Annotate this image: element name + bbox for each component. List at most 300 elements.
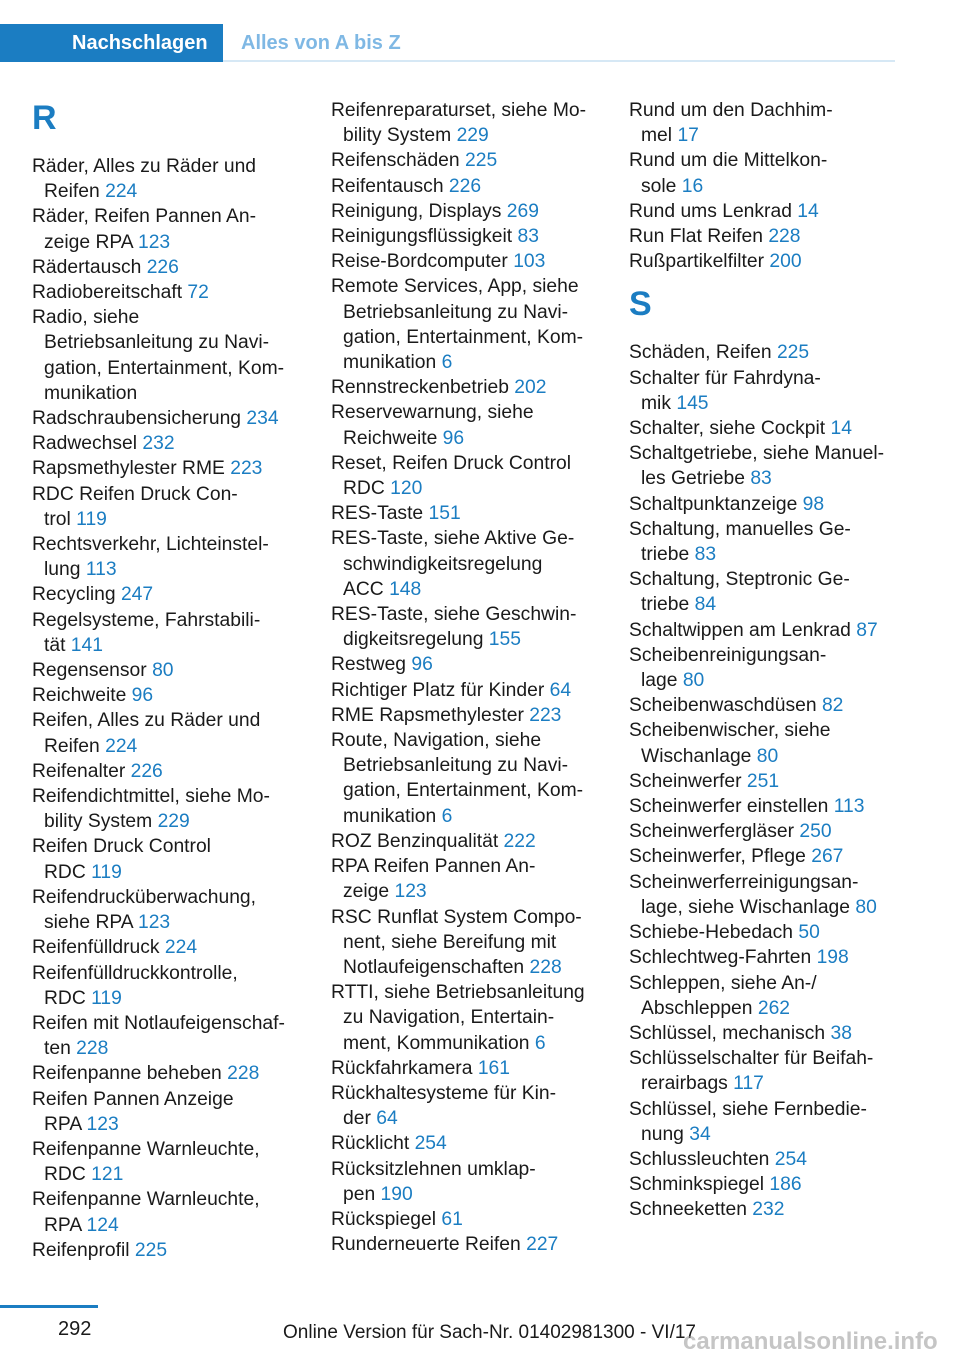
index-entry — [32, 154, 302, 204]
page-link[interactable]: 234 — [246, 408, 279, 430]
page-link[interactable]: 96 — [131, 685, 154, 707]
page-link[interactable]: 151 — [428, 503, 461, 525]
index-column-3 — [629, 98, 899, 1223]
page-link[interactable]: 6 — [441, 805, 453, 827]
entry-text: Abschleppen — [641, 997, 753, 1019]
page-link[interactable]: 247 — [120, 584, 154, 606]
entry-text: ACC — [343, 578, 384, 600]
entry-text: Reifenfülldruck — [32, 937, 160, 959]
entry-text: lung — [44, 559, 81, 581]
entry-text: les Getriebe — [641, 468, 745, 490]
entry-text: Scheibenwischer, siehe — [629, 720, 831, 742]
page-link[interactable]: 83 — [750, 468, 772, 490]
entry-text: der — [343, 1108, 371, 1130]
entry-text: Reifen, Alles zu Räder und — [32, 710, 261, 732]
entry-text: Reifendichtmittel, siehe Mo- — [32, 786, 270, 808]
page-link[interactable]: 6 — [441, 352, 453, 374]
entry-text: Rennstreckenbetrieb — [331, 377, 509, 399]
entry-text: RES-Taste, siehe Aktive Ge- — [331, 528, 575, 550]
entry-text: RES-Taste, siehe Geschwin- — [331, 604, 577, 626]
entry-text: lage — [641, 670, 678, 692]
index-entry — [629, 945, 899, 970]
page-link[interactable]: 120 — [390, 478, 423, 500]
page-link[interactable]: 145 — [676, 392, 709, 414]
page-link[interactable]: 226 — [448, 175, 482, 197]
entry-text: Reifenalter — [32, 760, 126, 782]
index-entry — [331, 1131, 601, 1156]
entry-text: RDC — [343, 478, 385, 500]
page-link[interactable]: 225 — [134, 1239, 168, 1261]
index-entry — [629, 794, 899, 819]
page-link[interactable]: 87 — [856, 619, 878, 641]
entry-text: Scheinwerferreinigungsan- — [629, 871, 859, 893]
entry-text: nung — [641, 1123, 684, 1145]
index-entry — [629, 224, 899, 249]
entry-text: ten — [44, 1038, 71, 1060]
entry-text: Betriebsanleitung zu Navi- — [44, 332, 270, 354]
entry-text: Schlüssel, siehe Fernbedie- — [629, 1098, 867, 1120]
index-entry — [331, 602, 601, 652]
index-entry — [331, 526, 601, 602]
page-link[interactable]: 103 — [513, 251, 546, 273]
index-entry — [32, 885, 302, 935]
section-letter: R — [32, 99, 57, 137]
index-entry — [629, 517, 899, 567]
page-link[interactable]: 123 — [137, 912, 171, 934]
entry-text: Schaltwippen am Lenkrad — [629, 619, 851, 641]
index-entry — [629, 441, 899, 491]
index-entry — [331, 148, 601, 173]
page-link[interactable]: 262 — [757, 997, 791, 1019]
index-entry — [331, 199, 601, 224]
index-entry — [32, 482, 302, 532]
page-link[interactable]: 80 — [152, 660, 174, 682]
entry-text: Richtiger Platz für Kinder — [331, 679, 545, 701]
index-entry — [32, 1238, 302, 1263]
entry-text: Reifenprofil — [32, 1239, 130, 1261]
index-entry — [32, 582, 302, 607]
index-entry — [331, 224, 601, 249]
page-link[interactable]: 117 — [733, 1073, 764, 1095]
page-link[interactable]: 222 — [503, 830, 536, 852]
page-link[interactable]: 38 — [830, 1022, 852, 1044]
entry-text: Rund ums Lenkrad — [629, 200, 792, 222]
entry-text: RES-Taste — [331, 503, 424, 525]
entry-text: Schiebe-Hebedach — [629, 922, 794, 944]
page-link[interactable]: 225 — [465, 150, 498, 172]
entry-text: munikation — [343, 805, 437, 827]
page-link[interactable]: 6 — [534, 1032, 546, 1054]
entry-text: rerairbags — [641, 1073, 728, 1095]
index-entry — [331, 1232, 601, 1257]
entry-text: Route, Navigation, siehe — [331, 730, 542, 752]
entry-text: Regelsysteme, Fahrstabili- — [32, 609, 261, 631]
page-link[interactable]: 119 — [76, 508, 107, 530]
entry-text: Rädertausch — [32, 256, 142, 278]
entry-text: Reifen — [44, 181, 100, 203]
index-entry — [629, 416, 899, 441]
index-entry — [629, 693, 899, 718]
index-entry — [32, 658, 302, 683]
entry-text: Radwechsel — [32, 433, 138, 455]
index-entry — [331, 249, 601, 274]
entry-text: trol — [44, 508, 71, 530]
page-link[interactable]: 226 — [130, 760, 163, 782]
page-link[interactable]: 14 — [797, 200, 819, 222]
page-link[interactable]: 269 — [506, 200, 539, 222]
page-link[interactable]: 64 — [549, 679, 572, 701]
entry-text: zeige RPA — [44, 231, 133, 253]
index-entry — [629, 148, 899, 198]
entry-text: Reifen Pannen Anzeige — [32, 1088, 234, 1110]
index-entry — [32, 1087, 302, 1137]
entry-text: siehe RPA — [44, 912, 133, 934]
page-link[interactable]: 224 — [105, 181, 138, 203]
page-link[interactable]: 227 — [526, 1234, 559, 1256]
entry-text: nent, siehe Bereifung mit — [343, 931, 557, 953]
index-entry — [32, 1011, 302, 1061]
entry-text: Rückspiegel — [331, 1208, 437, 1230]
page-link[interactable]: 148 — [389, 578, 422, 600]
index-entry — [331, 400, 601, 450]
page-link[interactable]: 123 — [394, 881, 427, 903]
entry-text: Reifenpanne Warnleuchte, — [32, 1138, 260, 1160]
entry-text: Regensensor — [32, 660, 147, 682]
entry-text: Wischanlage — [641, 745, 752, 767]
entry-text: Reset, Reifen Druck Control — [331, 452, 572, 474]
entry-text: RPA Reifen Pannen An- — [331, 856, 536, 878]
index-entry — [331, 905, 601, 981]
entry-text: ment, Kommunikation — [343, 1032, 530, 1054]
index-entry — [32, 1187, 302, 1237]
index-entry — [331, 1056, 601, 1081]
entry-text: munikation — [44, 382, 138, 404]
entry-text: Reinigungsflüssigkeit — [331, 226, 513, 248]
index-entry — [32, 280, 302, 305]
index-entry — [331, 1157, 601, 1207]
page-link[interactable]: 119 — [91, 987, 122, 1009]
entry-text: Rückhaltesysteme für Kin- — [331, 1082, 557, 1104]
entry-text: pen — [343, 1183, 376, 1205]
index-entry — [32, 759, 302, 784]
page-link[interactable]: 141 — [70, 634, 103, 656]
entry-text: triebe — [641, 594, 690, 616]
page-link[interactable]: 202 — [514, 377, 547, 399]
entry-text: Schlüsselschalter für Beifah- — [629, 1048, 874, 1070]
page-link[interactable]: 254 — [774, 1148, 807, 1170]
index-entry — [629, 643, 899, 693]
index-entry — [629, 971, 899, 1021]
page-link[interactable]: 229 — [157, 811, 190, 833]
page-link[interactable]: 16 — [681, 175, 704, 197]
entry-text: sole — [641, 175, 677, 197]
index-entry — [629, 1147, 899, 1172]
entry-text: Remote Services, App, siehe — [331, 276, 579, 298]
page-link[interactable]: 119 — [91, 861, 122, 883]
page-link[interactable]: 228 — [76, 1038, 109, 1060]
entry-text: munikation — [343, 352, 437, 374]
page-link[interactable]: 34 — [689, 1123, 711, 1145]
entry-text: Rücklicht — [331, 1133, 410, 1155]
entry-text: mel — [641, 125, 673, 147]
page-link[interactable]: 98 — [802, 493, 825, 515]
entry-text: Schäden, Reifen — [629, 342, 772, 364]
index-column-1 — [32, 98, 302, 1263]
entry-text: Rußpartikelfilter — [629, 251, 765, 273]
index-entry — [629, 199, 899, 224]
entry-text: Schlechtweg-Fahrten — [629, 947, 812, 969]
page-link[interactable]: 267 — [811, 846, 844, 868]
entry-text: Schaltung, manuelles Ge- — [629, 518, 851, 540]
page-link[interactable]: 80 — [855, 896, 877, 918]
index-entry — [331, 501, 601, 526]
page-link[interactable]: 232 — [752, 1199, 785, 1221]
entry-text: Recycling — [32, 584, 116, 606]
entry-text: Reifenschäden — [331, 150, 460, 172]
page-link[interactable]: 228 — [529, 956, 562, 978]
page-link[interactable]: 225 — [776, 342, 810, 364]
page-link[interactable]: 226 — [146, 256, 179, 278]
page-link[interactable]: 186 — [769, 1174, 802, 1196]
page-link[interactable]: 72 — [187, 282, 209, 304]
index-entry — [629, 366, 899, 416]
entry-text: Reichweite — [343, 427, 438, 449]
entry-text: gation, Entertainment, Kom- — [343, 326, 584, 348]
entry-text: zeige — [343, 881, 390, 903]
entry-text: Reinigung, Displays — [331, 200, 502, 222]
index-entry — [32, 1061, 302, 1086]
index-entry — [331, 451, 601, 501]
page-header — [0, 24, 895, 62]
page-link[interactable]: 124 — [86, 1214, 119, 1236]
page-link[interactable]: 224 — [105, 735, 138, 757]
entry-text: lage, siehe Wischanlage — [641, 896, 851, 918]
entry-text: Reifendrucküberwachung, — [32, 886, 257, 908]
index-entry — [331, 98, 601, 148]
section-letter: S — [629, 285, 652, 324]
entry-text: triebe — [641, 544, 690, 566]
entry-text: Radio, siehe — [32, 307, 140, 329]
entry-text: Scheinwerfergläser — [629, 821, 795, 843]
entry-text: bility System — [343, 125, 452, 147]
index-entry — [32, 255, 302, 280]
entry-text: Reifenpanne Warnleuchte, — [32, 1189, 260, 1211]
index-entry — [629, 98, 899, 148]
entry-text: digkeitsregelung — [343, 629, 484, 651]
entry-text: Schaltgetriebe, siehe Manuel- — [629, 443, 885, 465]
index-entry — [629, 340, 899, 365]
entry-text: Rücksitzlehnen umklap- — [331, 1158, 536, 1180]
index-entry — [32, 431, 302, 456]
entry-text: Rapsmethylester RME — [32, 458, 225, 480]
index-entry — [629, 718, 899, 768]
page-link[interactable]: 223 — [230, 458, 263, 480]
page-link[interactable]: 223 — [529, 704, 562, 726]
entry-text: gation, Entertainment, Kom- — [343, 780, 584, 802]
entry-text: Schalter für Fahrdyna- — [629, 367, 821, 389]
index-entry — [32, 834, 302, 884]
entry-text: RSC Runflat System Compo- — [331, 906, 582, 928]
index-column-2 — [331, 98, 601, 1257]
index-entry — [32, 204, 302, 254]
entry-text: Schlüssel, mechanisch — [629, 1022, 826, 1044]
index-entry — [331, 1207, 601, 1232]
page-link[interactable]: 228 — [768, 226, 801, 248]
page-link[interactable]: 200 — [769, 251, 802, 273]
entry-text: Runderneuerte Reifen — [331, 1234, 521, 1256]
entry-text: Rechtsverkehr, Lichteinstel- — [32, 534, 269, 556]
entry-text: RDC — [44, 861, 86, 883]
index-entry — [629, 769, 899, 794]
watermark: carmanualsonline.info — [683, 1328, 938, 1355]
entry-text: Restweg — [331, 654, 407, 676]
entry-text: Reifen — [44, 735, 100, 757]
entry-text: Rund um die Mittelkon- — [629, 150, 828, 172]
page-link[interactable]: 254 — [414, 1133, 447, 1155]
entry-text: schwindigkeitsregelung — [343, 553, 543, 575]
index-entry — [629, 1197, 899, 1222]
page-link[interactable]: 80 — [756, 745, 779, 767]
entry-text: mik — [641, 392, 671, 414]
entry-text: Scheinwerfer — [629, 770, 742, 792]
section-tab-nachschlagen[interactable]: Nachschlagen — [0, 24, 223, 62]
entry-text: Reichweite — [32, 685, 127, 707]
entry-text: Rund um den Dachhim- — [629, 100, 833, 121]
entry-text: RME Rapsmethylester — [331, 704, 524, 726]
index-entry — [629, 1046, 899, 1096]
page-link[interactable]: 123 — [137, 231, 171, 253]
index-entry — [331, 1081, 601, 1131]
entry-text: ROZ Benzinqualität — [331, 830, 499, 852]
entry-text: Schleppen, siehe An-/ — [629, 972, 817, 994]
index-entry — [32, 961, 302, 1011]
page-link[interactable]: 190 — [380, 1183, 413, 1205]
index-entry — [331, 274, 601, 375]
entry-text: Schaltpunktanzeige — [629, 493, 798, 515]
index-entry — [32, 784, 302, 834]
index-entry — [331, 854, 601, 904]
index-entry — [629, 1097, 899, 1147]
page-link[interactable]: 83 — [694, 544, 717, 566]
page-link[interactable]: 198 — [816, 947, 849, 969]
index-entry — [331, 829, 601, 854]
page-link[interactable]: 229 — [456, 125, 489, 147]
index-entry — [629, 567, 899, 617]
index-entry — [32, 532, 302, 582]
index-entry — [32, 305, 302, 406]
page-link[interactable]: 14 — [830, 418, 852, 440]
entry-text: Schlussleuchten — [629, 1148, 770, 1170]
entry-text: tät — [44, 634, 66, 656]
entry-text: RDC — [44, 1164, 86, 1186]
entry-text: Reifenfülldruckkontrolle, — [32, 962, 238, 984]
page-link[interactable]: 113 — [833, 796, 865, 818]
index-entry — [32, 406, 302, 431]
index-entry — [331, 678, 601, 703]
entry-text: zu Navigation, Entertain- — [343, 1007, 555, 1029]
page-link[interactable]: 251 — [746, 770, 780, 792]
entry-text: Reifenreparaturset, siehe Mo- — [331, 100, 587, 121]
page-link[interactable]: 80 — [682, 670, 705, 692]
footer-rule — [0, 1305, 98, 1308]
entry-text: Reise-Bordcomputer — [331, 251, 508, 273]
page-link[interactable]: 250 — [799, 821, 832, 843]
entry-text: RTTI, siehe Betriebsanleitung — [331, 982, 585, 1004]
online-version-note: Online Version für Sach-Nr. 01402981300 - VI/17 — [283, 1322, 696, 1343]
index-entry — [331, 980, 601, 1056]
index-entry — [32, 1137, 302, 1187]
entry-text: RPA — [44, 1113, 82, 1135]
page-link[interactable]: 17 — [677, 125, 699, 147]
page-link[interactable]: 123 — [86, 1113, 119, 1135]
entry-text: Scheibenreinigungsan- — [629, 644, 827, 666]
entry-text: Schneeketten — [629, 1199, 747, 1221]
page-link[interactable]: 224 — [164, 937, 198, 959]
entry-text: Reservewarnung, siehe — [331, 402, 534, 424]
page-number: 292 — [58, 1318, 92, 1340]
page-link[interactable]: 161 — [477, 1057, 510, 1079]
entry-text: Räder, Alles zu Räder und — [32, 156, 257, 177]
page-link[interactable]: 113 — [85, 559, 117, 581]
page-link[interactable]: 232 — [142, 433, 175, 455]
index-entry — [32, 683, 302, 708]
page-link[interactable]: 96 — [442, 427, 465, 449]
page-link[interactable]: 82 — [821, 695, 844, 717]
index-entry — [331, 703, 601, 728]
index-entry — [32, 935, 302, 960]
index-entry — [629, 1021, 899, 1046]
page-link[interactable]: 228 — [227, 1063, 260, 1085]
entry-text: Scheinwerfer, Pflege — [629, 846, 806, 868]
page-link[interactable]: 61 — [441, 1208, 463, 1230]
page-link[interactable]: 121 — [91, 1164, 124, 1186]
entry-text: Radiobereitschaft — [32, 282, 183, 304]
header-rule — [223, 60, 895, 62]
index-entry — [331, 652, 601, 677]
page-link[interactable]: 96 — [411, 654, 433, 676]
entry-text: RDC Reifen Druck Con- — [32, 483, 238, 505]
entry-text: Räder, Reifen Pannen An- — [32, 206, 257, 228]
entry-text: Reifentausch — [331, 175, 444, 197]
entry-text: Rückfahrkamera — [331, 1057, 473, 1079]
entry-text: RPA — [44, 1214, 82, 1236]
entry-text: bility System — [44, 811, 153, 833]
entry-text: Schalter, siehe Cockpit — [629, 418, 826, 440]
entry-text: RDC — [44, 987, 86, 1009]
entry-text: Radschraubensicherung — [32, 408, 242, 430]
index-entry — [629, 844, 899, 869]
page-link[interactable]: 155 — [488, 629, 521, 651]
page-link[interactable]: 64 — [376, 1108, 398, 1130]
index-entry — [629, 920, 899, 945]
entry-text: Run Flat Reifen — [629, 226, 763, 248]
index-entry — [629, 870, 899, 920]
entry-text: Schminkspiegel — [629, 1174, 765, 1196]
index-entry — [629, 819, 899, 844]
page-link[interactable]: 84 — [694, 594, 717, 616]
index-entry — [629, 249, 899, 274]
index-entry — [331, 174, 601, 199]
index-entry — [32, 708, 302, 758]
index-entry — [331, 728, 601, 829]
entry-text: gation, Entertainment, Kom- — [44, 357, 285, 379]
index-entry — [32, 608, 302, 658]
section-tab-alles-von-a-bis-z[interactable]: Alles von A bis Z — [241, 32, 401, 54]
entry-text: Scheibenwaschdüsen — [629, 695, 817, 717]
page-link[interactable]: 50 — [798, 922, 820, 944]
entry-text: Notlaufeigenschaften — [343, 956, 525, 978]
page-link[interactable]: 83 — [517, 226, 539, 248]
